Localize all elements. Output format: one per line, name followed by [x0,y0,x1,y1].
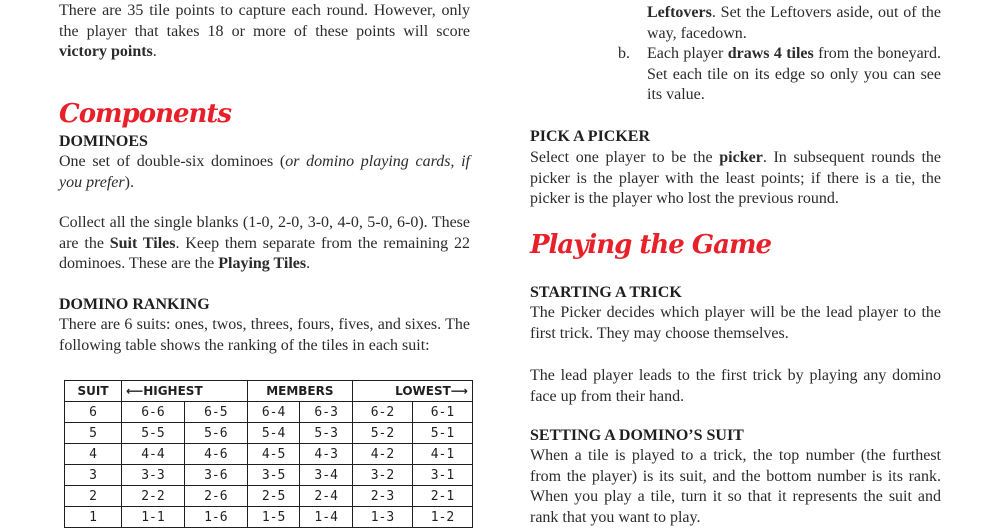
member-cell: 3-2 [352,465,412,486]
setup-list [530,3,941,106]
table-row [65,486,473,507]
member-cell: 3-3 [122,465,185,486]
header-lowest: LOWEST⟶ [352,381,472,402]
suit-subheading: SETTING A DOMINO’S SUIT [530,427,744,444]
header-suit: SUIT [65,381,122,402]
member-cell: 3-1 [412,465,472,486]
member-cell: 5-3 [300,423,353,444]
member-cell: 3-6 [184,465,247,486]
member-cell: 4-4 [122,444,185,465]
member-cell: 6-6 [122,402,185,423]
member-cell: 5-5 [122,423,185,444]
dominoes-paragraph: One set of double-six dominoes (or domino playing cards, if you prefer). [59,153,470,191]
components-heading: Components [59,99,232,129]
member-cell: 1-5 [247,507,300,528]
member-cell: 1-1 [122,507,185,528]
member-cell: 2-5 [247,486,300,507]
ranking-subheading: DOMINO RANKING [59,296,210,313]
header-members: MEMBERS [247,381,352,402]
member-cell: 5-4 [247,423,300,444]
lead-paragraph: The lead player leads to the first trick by playing any domino face up from their hand. [530,367,941,405]
member-cell: 6-4 [247,402,300,423]
suit-cell: 6 [65,402,122,423]
suit-paragraph: When a tile is played to a trick, the top number (the furthest from the player) is its suit, and the bottom number is its rank. When you play a tile, turn it so that it represents the suit and rank that you want to play. [530,447,941,526]
member-cell: 4-3 [300,444,353,465]
table-row [65,465,473,486]
member-cell: 1-2 [412,507,472,528]
table-row [65,507,473,528]
suit-cell: 2 [65,486,122,507]
domino-ranking-table [64,380,473,528]
member-cell: 4-5 [247,444,300,465]
member-cell: 3-4 [300,465,353,486]
starting-trick-paragraph: The Picker decides which player will be the lead player to the first trick. They may choose themselves. [530,304,941,342]
starting-trick-subheading: STARTING A TRICK [530,284,682,301]
playing-heading: Playing the Game [530,230,772,260]
member-cell: 3-5 [247,465,300,486]
member-cell: 4-1 [412,444,472,465]
member-cell: 6-2 [352,402,412,423]
member-cell: 1-3 [352,507,412,528]
table-row [65,402,473,423]
member-cell: 2-1 [412,486,472,507]
pick-subheading: PICK A PICKER [530,128,651,145]
list-item-b: b. Each player draws 4 tiles from the boneyard. Set each tile on its edge so only you can see its value. [618,45,942,103]
member-cell: 1-4 [300,507,353,528]
member-cell: 2-2 [122,486,185,507]
suit-cell: 4 [65,444,122,465]
table-row [65,444,473,465]
member-cell: 2-3 [352,486,412,507]
list-marker-b: b. [618,45,630,62]
suit-cell: 3 [65,465,122,486]
table-header-row [65,381,473,402]
member-cell: 5-6 [184,423,247,444]
table-row [65,423,473,444]
suit-cell: 5 [65,423,122,444]
member-cell: 6-5 [184,402,247,423]
member-cell: 4-2 [352,444,412,465]
member-cell: 5-2 [352,423,412,444]
member-cell: 6-3 [300,402,353,423]
member-cell: 2-6 [184,486,247,507]
member-cell: 4-6 [184,444,247,465]
member-cell: 5-1 [412,423,472,444]
header-highest: ⟵HIGHEST [122,381,248,402]
list-item-a: Leftovers. Set the Leftovers aside, out of the way, facedown. [647,4,941,42]
ranking-paragraph: There are 6 suits: ones, twos, threes, fours, fives, and sixes. The following table shows the ranking of the tiles in each suit: [59,316,470,354]
member-cell: 6-1 [412,402,472,423]
intro-paragraph: There are 35 tile points to capture each round. However, only the player that takes 18 or more of these points will score victory points. [59,2,470,60]
pick-paragraph: Select one player to be the picker. In subsequent rounds the picker is the player with the least points; if there is a tie, the picker is the player who lost the previous round. [530,149,942,207]
dominoes-subheading: DOMINOES [59,133,148,150]
member-cell: 1-6 [184,507,247,528]
collect-paragraph: Collect all the single blanks (1-0, 2-0, 3-0, 4-0, 5-0, 6-0). These are the Suit Tiles. Keep them separate from the remaining 22 dominoes. These are the Playing Tiles. [59,214,470,272]
member-cell: 2-4 [300,486,353,507]
suit-cell: 1 [65,507,122,528]
